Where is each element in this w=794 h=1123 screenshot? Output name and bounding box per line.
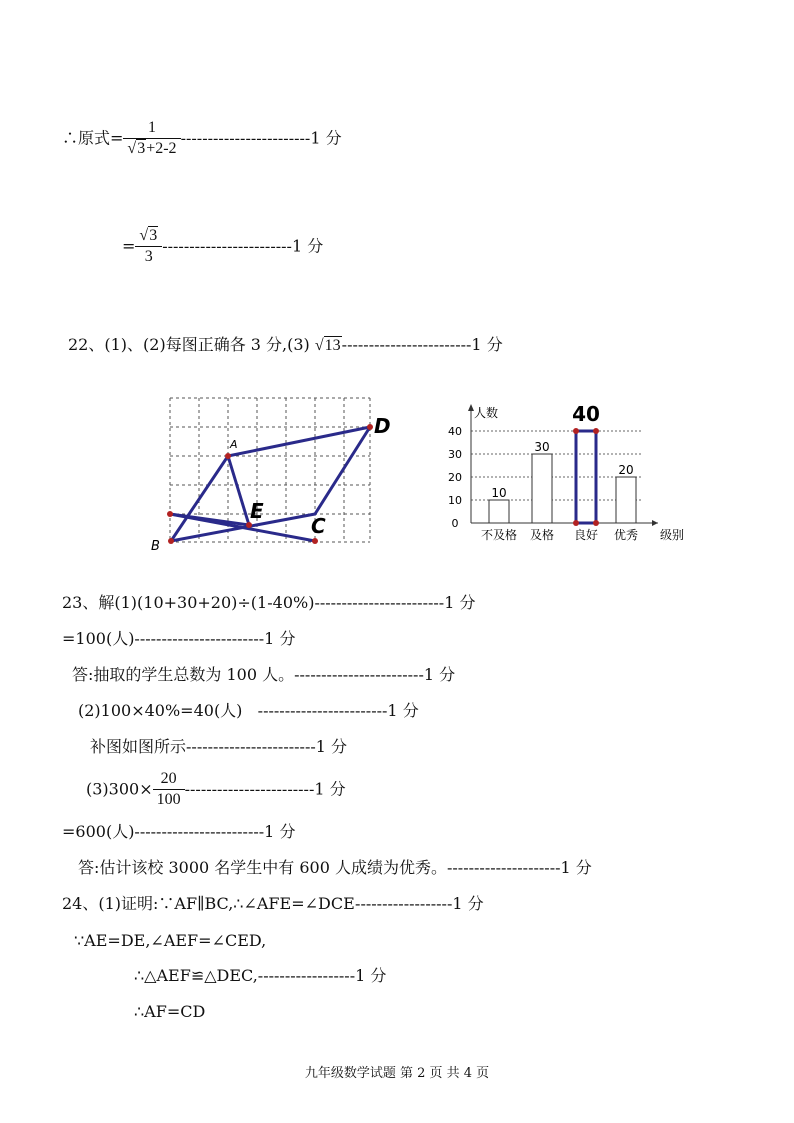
point-B: [168, 538, 174, 544]
s23-l6-score: 1 分: [314, 779, 346, 799]
s21-l2-prefix: =: [122, 236, 136, 256]
s21-l2-dashes: ------------------------: [162, 236, 292, 256]
point-D: [367, 424, 373, 430]
bar-value-label: 10: [491, 486, 507, 500]
s21-l1-prefix: ∴原式=: [62, 128, 124, 148]
s23-l6: [86, 769, 346, 810]
bar-value-label: 40: [572, 402, 600, 426]
s23-l5: 补图如图所示------------------------1 分: [90, 737, 348, 756]
s21-l2-fraction: [135, 226, 162, 267]
s21-l1-den-root: 3: [137, 140, 146, 157]
point-C: [312, 538, 318, 544]
s23-l6-num: 20: [153, 769, 185, 790]
s22-text: 22、(1)、(2)每图正确各 3 分,(3): [68, 335, 310, 354]
label-D: D: [374, 414, 391, 438]
s22-root: 13: [324, 337, 341, 354]
s21-l1-fraction: [123, 118, 180, 159]
s23-l7: =600(人)------------------------1 分: [62, 822, 296, 841]
bar-value-label: 20: [618, 463, 634, 477]
y-tick-label: 20: [448, 471, 462, 484]
x-tick-label: 良好: [573, 528, 599, 542]
label-B: B: [151, 539, 160, 554]
s21-line2: [122, 226, 323, 267]
s24-l1: 24、(1)证明:∵AF∥BC,∴∠AFE=∠DCE------------------1 分: [62, 894, 484, 913]
bar-0: [489, 500, 509, 523]
s23-l6-fraction: [153, 769, 185, 810]
bar-corner-point: [593, 520, 599, 526]
s21-l2-score: 1 分: [291, 236, 324, 256]
points: [167, 424, 373, 544]
bar-3: [616, 477, 636, 523]
s21-l2-num: √3: [135, 226, 162, 247]
label-C: C: [311, 514, 326, 538]
point-F: [167, 511, 173, 517]
s23-l1: 23、解(1)(10+30+20)÷(1-40%)------------------------1 分: [62, 593, 476, 612]
bar-corner-point: [593, 428, 599, 434]
x-tick-label: 优秀: [613, 528, 639, 542]
s24-l4: ∴AF=CD: [134, 1002, 206, 1021]
s23-l3: 答:抽取的学生总数为 100 人。------------------------1 分: [72, 665, 456, 684]
label-E: E: [250, 499, 264, 523]
s23-l2: =100(人)------------------------1 分: [62, 629, 296, 648]
s21-line1: [62, 118, 342, 159]
s24-l3: ∴△AEF≌△DEC,------------------1 分: [134, 966, 387, 985]
s22-dashes: ------------------------: [341, 335, 472, 354]
page-footer: 九年级数学试题 第 2 页 共 4 页: [304, 1066, 490, 1081]
bar-1: [532, 454, 552, 523]
s23-l6-prefix: (3)300×: [86, 779, 153, 799]
x-tick-label: 不及格: [480, 528, 518, 542]
x-tick-label: 及格: [529, 528, 555, 542]
y-tick-label: 30: [448, 448, 462, 461]
segment-DC: [315, 427, 370, 514]
label-A: A: [230, 438, 238, 451]
s23-l8: 答:估计该校 3000 名学生中有 600 人成绩为优秀。---------------------1 分: [78, 858, 592, 877]
bar-corner-point: [573, 520, 579, 526]
s21-l1-dashes: ------------------------: [180, 128, 311, 148]
s23-l6-den: 100: [156, 791, 181, 808]
s22-score: 1 分: [471, 335, 503, 354]
s21-l1-num: 1: [123, 118, 180, 139]
s21-l1-score: 1 分: [310, 128, 342, 148]
s21-l1-den: √3+2-2: [127, 140, 177, 157]
x-axis-label: 级别: [660, 528, 685, 542]
s23-l4: (2)100×40%=40(人) ------------------------1 分: [78, 701, 419, 720]
s21-l2-den: 3: [144, 248, 153, 265]
s21-l1-den-rest: +2-2: [146, 140, 177, 157]
point-A: [225, 453, 231, 459]
parallelogram-lines: [170, 427, 370, 541]
bar-corner-point: [573, 428, 579, 434]
y-axis-label: 人数: [474, 406, 499, 420]
s23-l6-dashes: ------------------------: [184, 779, 315, 799]
segment-AD: [228, 427, 370, 456]
s21-l2-num-root: 3: [149, 227, 158, 244]
segment-BA: [171, 456, 228, 541]
bar-chart: [440, 398, 690, 548]
y-tick-label: 0: [451, 517, 459, 530]
y-tick-label: 40: [448, 425, 462, 438]
s22-root-expr: √13: [314, 337, 341, 354]
y-tick-label: 10: [448, 494, 462, 507]
x-axis-arrow: [652, 520, 658, 526]
bar-value-label: 30: [534, 440, 550, 454]
geometry-figure: [150, 390, 400, 555]
s24-l2: ∵AE=DE,∠AEF=∠CED,: [74, 931, 267, 950]
segment-AE: [228, 456, 249, 525]
s22-line: [68, 335, 503, 356]
